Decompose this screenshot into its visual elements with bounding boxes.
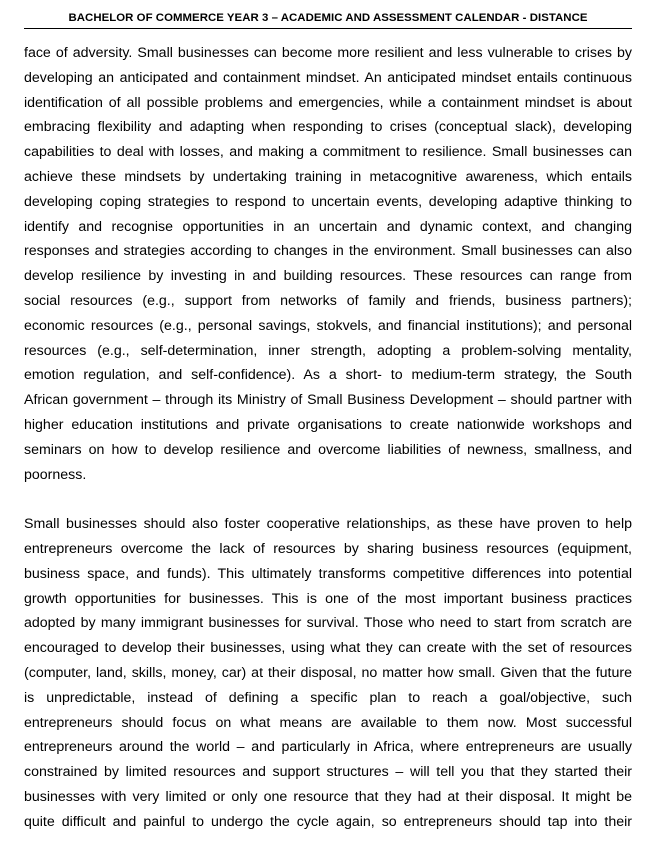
text-line: capabilities to deal with losses, and making a commitment to resilience. Small businesses can	[24, 144, 632, 161]
text-line: poorness.	[24, 466, 87, 483]
text-line: identify and recognise opportunities in an uncertain and dynamic context, and changing	[24, 218, 632, 235]
text-line: Small businesses should also foster cooperative relationships, as these have proven to help	[24, 516, 632, 533]
paragraph-cooperative-relationships	[24, 512, 632, 834]
text-line: achieve these mindsets by undertaking training in metacognitive awareness, which entails	[24, 168, 632, 185]
text-line: embracing flexibility and adapting when responding to crises (conceptual slack), developing	[24, 119, 632, 136]
text-line: face of adversity. Small businesses can become more resilient and less vulnerable to crises by	[24, 45, 632, 61]
text-line: develop resilience by investing in and building resources. These resources can range from	[24, 268, 632, 285]
paragraph-resilience	[24, 41, 632, 487]
text-line: identification of all possible problems and emergencies, while a containment mindset is about	[24, 94, 632, 111]
text-line: quite difficult and painful to undergo the cycle again, so entrepreneurs should tap into their	[24, 813, 632, 830]
text-line: entrepreneurs overcome the lack of resources by sharing business resources (equipment,	[24, 540, 632, 557]
text-line: economic resources (e.g., personal savings, stokvels, and financial institutions); and personal	[24, 317, 632, 334]
text-line: social resources (e.g., support from networks of family and friends, business partners);	[24, 292, 632, 309]
document-title: BACHELOR OF COMMERCE YEAR 3 – ACADEMIC AND ASSESSMENT CALENDAR - DISTANCE	[68, 12, 588, 24]
text-line: developing an anticipated and containment mindset. An anticipated mindset entails continuous	[24, 69, 632, 86]
text-line: African government – through its Ministry of Small Business Development – should partner with	[24, 392, 632, 409]
paragraph-spacer	[24, 487, 632, 512]
page-header	[24, 10, 632, 29]
text-line: emotion regulation, and self-confidence). As a short- to medium-term strategy, the South	[24, 367, 632, 384]
text-line: higher education institutions and private organisations to create nationwide workshops and	[24, 416, 632, 433]
text-line: entrepreneurs around the world – and particularly in Africa, where entrepreneurs are usually	[24, 739, 632, 756]
text-line: adopted by many immigrant businesses for survival. Those who need to start from scratch are	[24, 615, 632, 632]
text-line: businesses with very limited or only one resource that they had at their disposal. It might be	[24, 788, 632, 805]
text-line: responses and strategies according to changes in the environment. Small businesses can also	[24, 243, 632, 260]
text-line: (computer, land, skills, money, car) at their disposal, no matter how small. Given that the future	[24, 664, 632, 681]
text-line: is unpredictable, instead of defining a specific plan to reach a goal/objective, such	[24, 689, 632, 706]
text-line: seminars on how to develop resilience and overcome liabilities of newness, smallness, and	[24, 441, 632, 458]
text-line: entrepreneurs should focus on what means are available to them now. Most successful	[24, 714, 632, 731]
text-line: business space, and funds). This ultimately transforms competitive differences into potential	[24, 565, 632, 582]
text-line: resources (e.g., self-determination, inner strength, adopting a problem-solving mentality,	[24, 342, 632, 359]
document-body	[24, 41, 632, 835]
text-line: constrained by limited resources and support structures – will tell you that they started their	[24, 764, 632, 781]
text-line: encouraged to develop their businesses, using what they can create with the set of resources	[24, 640, 632, 657]
text-line: growth opportunities for businesses. This is one of the most important business practices	[24, 590, 632, 607]
text-line: developing coping strategies to respond to uncertain events, developing adaptive thinking to	[24, 193, 632, 210]
